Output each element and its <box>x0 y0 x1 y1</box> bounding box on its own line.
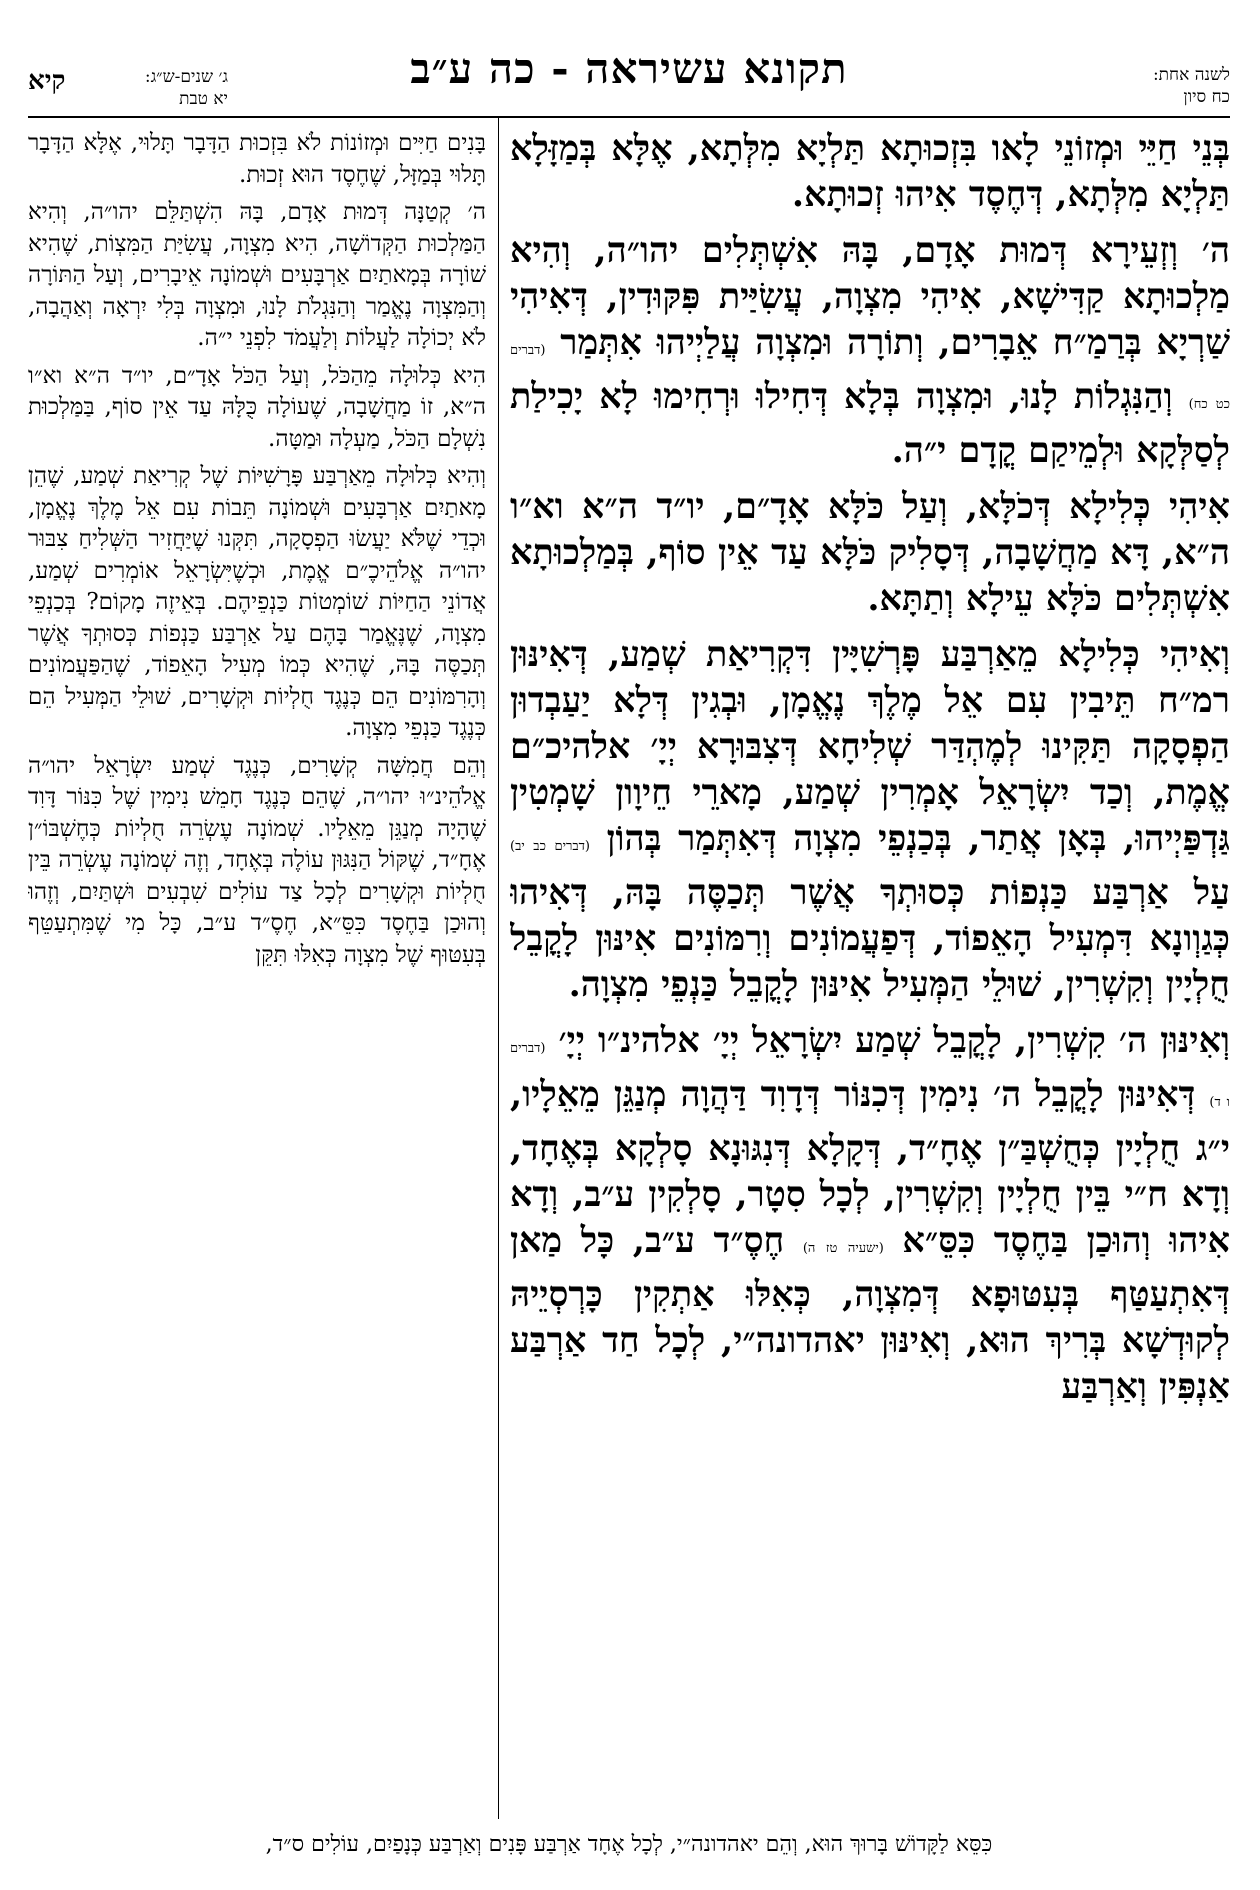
main-text-column <box>510 126 1230 1816</box>
main-p2-text-a: ה׳ וְזְעֵירָא דְּמוּת אָדָם, בָּהּ אִשְׁתְּלִים יהו״ה, וְהִיא מַלְכוּתָא קַדִּישָׁא, אִיהִי מִצְוָה, עֲשִׂיַּית פִּקּוּדִין, דְּאִיהִי שַׁרְיָא בְּרַמַ״ח אֵבָרִים, וְתוֹרָה וּמִצְוָה עֲלַיְיהוּ אִתְּמַר <box>510 230 1230 363</box>
verse-reference: (דברים ו ד) <box>510 1041 1230 1110</box>
main-p5-text-a: וְאִינּוּן ה׳ קִשְׁרִין, לָקֳבֵל שְׁמַע יִשְׂרָאֵל יְיָ׳ אלהינ״ו יְיָ׳ <box>558 1020 1230 1061</box>
main-p4-text-b: עַל אַרְבַּע כַּנְפוֹת כְּסוּתְךָ אֲשֶׁר תְּכַסֶּה בָּהּ, דְּאִיהוּ כְּגַוְונָא דִּמְעִיל הָאֵפוֹד, דְּפַעֲמוֹנִים וְרִמּוֹנִים אִינּוּן לָקֳבֵל חֻלְיָין וְקִשְׁרִין, שׁוּלֵי הַמְּעִיל אִינּוּן לָקֳבֵל כַּנְפֵי מִצְוָה. <box>510 872 1230 1005</box>
one-year-label: לשנה אחת: <box>1152 65 1230 85</box>
main-paragraph-4 <box>510 632 1230 1008</box>
page <box>28 30 1230 1865</box>
footer-continuation-line: כִּסֵּא לַקָּדוֹשׁ בָּרוּךְ הוּא, וְהֵם יאהדונה״י, לְכָל אֶחָד אַרְבַּע פָּנִים וְאַרְבַּע כְּנָפַיִם, עוֹלִים ס״ד, <box>265 1832 993 1857</box>
three-year-label: ג׳ שנים-ש״ג: <box>144 67 228 87</box>
commentary-paragraph-3: הִיא כְּלוּלָה מֵהַכֹּל, וְעַל הַכֹּל אָדָ״ם, יו״ד ה״א וא״ו ה״א, זוֹ מַחֲשָׁבָה, שֶׁעוֹלָה כֻּלָּהּ עַד אֵין סוֹף, בַּמַּלְכוּת נִשְׁלָם הַכֹּל, מַעְלָה וּמַטָּה. <box>28 362 486 452</box>
main-p2-text-b: וְהַנִּגְלוֹת לָנוּ, וּמִצְוָה בְּלָא דְּחִילוּ וּרְחִימוּ לָא יָכִילַת לְסַלְּקָא וּלְמֵיקַם קֳדָם י״ה. <box>510 376 1230 471</box>
column-divider <box>498 118 499 1819</box>
verse-reference: (דברים כב יב) <box>510 839 590 854</box>
three-year-schedule-dates <box>145 66 228 110</box>
commentary-paragraph-5: וְהֵם חֲמִשָּׁה קְשָׁרִים, כְּנֶגֶד שְׁמַע יִשְׂרָאֵל יהו״ה אֱלֹהֵינ״וּ יהו״ה, שֶׁהֵם כְּנֶגֶד חָמֵשׁ נִימִין שֶׁל כִּנּוֹר דָּוִד שֶׁהָיָה מְנַגֵּן מֵאֵלָיו. שְׁמוֹנָה עֶשְׂרֵה חֻלְיוֹת כְּחֶשְׁבּוֹ״ן אֶחָ״ד, שֶׁקּוֹל הַנִּגּוּן עוֹלֶה בְּאֶחָד, וְזֶה שְׁמוֹנָה עֶשְׂרֵה בֵּין חֻלְיוֹת וּקְשָׁרִים לְכָל צַד עוֹלִים שִׁבְעִים וּשְׁתַּיִם, וְזֶהוּ וְהוּכַן בַּחֶסֶד כִּסֵּ״א, חֶסֶ״ד ע״ב, כָּל מִי שֶׁמִּתְעַטֵּף בְּעִטּוּף שֶׁל מִצְוָה כְּאִלּוּ תִּקֵּן <box>28 752 486 968</box>
main-paragraph-3 <box>510 484 1230 622</box>
one-year-date: כח סיון <box>1183 87 1230 107</box>
main-p5-text-c: חֶסֶ״ד ע״ב, כָּל מַאן דְּאִתְעַטַּף בְּעִטּוּפָא דְּמִצְוָה, כְּאִלּוּ אַתְקִין כָּרְסְיֵיהּ לְקוּדְשָׁא בְּרִיךְ הוּא, וְאִינּוּן יאהדונה״י, לְכָל חַד אַרְבַּע אַנְפִּין וְאַרְבַּע <box>510 1220 1230 1407</box>
header-three-year-schedule <box>28 66 228 114</box>
main-paragraph-5 <box>510 1018 1230 1410</box>
translation-column <box>28 128 486 1818</box>
verse-reference: (דברים כט כח) <box>510 343 1230 412</box>
main-p5-text-b: דְּאִינּוּן לָקֳבֵל ה׳ נִימִין דְּכִנּוֹר דְּדָוִד דַּהֲוָה מְנַגֵּן מֵאֵלָיו, י״ג חֻלְיָין כְּחֻשְׁבַּ״ן אֶחָ״ד, דְּקָלָא דְּנִגּוּנָא סָלְקָא בְּאֶחָד, וְדָא ח״י בֵּין חֻלְיָין וְקִשְׁרִין, לְכָל סִטָר, סָלְקִין ע״ב, וְדָא אִיהוּ וְהוּכַן בַּחֶסֶד כִּסֵּ״א <box>510 1074 1230 1261</box>
commentary-paragraph-2: ה׳ קְטַנָּה דְּמוּת אָדָם, בָּהּ הִשְׁתַּלֵּם יהו״ה, וְהִיא הַמַּלְכוּת הַקְּדוֹשָׁה, הִיא מִצְוָה, עֲשִׂיַּת הַמִּצְוֹת, שֶׁהִיא שׁוֹרָה בְּמָאתַיִם אַרְבָּעִים וּשְׁמוֹנָה אֵיבָרִים, וְעַל הַתּוֹרָה וְהַמִּצְוָה נֶאֱמַר וְהַנִּגְלֹת לָנוּ, וּמִצְוָה בְּלִי יִרְאָה וְאַהֲבָה, לֹא יְכוֹלָה לַעֲלוֹת וְלַעֲמֹד לִפְנֵי י״ה. <box>28 199 486 351</box>
page-title: תקונא עשיראה - כה ע״ב <box>410 44 848 93</box>
main-p1-text: בְּנֵי חַיֵּי וּמְזוֹנֵי לָאו בִּזְכוּתָא תַּלְיָא מִלְּתָא, אֶלָּא בְּמַזָּלָא תַּלְיָא מִלְּתָא, דְּחֶסֶד אִיהוּ זְכוּתָא. <box>510 128 1230 215</box>
main-p4-text-a: וְאִיהִי כְּלִילָא מֵאַרְבַּע פָּרְשִׁיָּין דִּקְרִיאַת שְׁמַע, דְּאִינּוּן רמ״ח תֵּיבִין עִם אֵל מֶלֶךְ נֶאֱמָן, וּבְגִין דְּלָא יַעַבְדוּן הַפְסָקָה תַּקִּינוּ לְמֶהְדַּר שְׁלִיחָא דְּצִבּוּרָא יְיָ׳ אלהיכ״ם אֱמֶת, וְכַד יִשְׂרָאֵל אָמְרִין שְׁמַע, מָארֵי חֵיוָון שָׁמְטִין גַּדְפַּיְיהוּ, בְּאָן אֲתַר, בְּכַנְפֵי מִצְוָה דְּאִתְּמַר בְּהוֹן <box>510 634 1230 859</box>
main-paragraph-1 <box>510 126 1230 218</box>
verse-reference: (ישעיה טז ה) <box>802 1241 884 1256</box>
page-number: קיא <box>28 66 66 96</box>
main-p3-text: אִיהִי כְּלִילָא דְּכֹלָּא, וְעַל כֹּלָּא אָדָ״ם, יו״ד ה״א וא״ו ה״א, דָּא מַחֲשָׁבָה, דְּסָלִיק כֹּלָּא עַד אֵין סוֹף, בְּמַלְכוּתָא אִשְׁתְּלִים כֹּלָּא עֵילָא וְתַתָּא. <box>510 486 1230 619</box>
commentary-paragraph-4: וְהִיא כְּלוּלָה מֵאַרְבַּע פָּרָשִׁיּוֹת שֶׁל קְרִיאַת שְׁמַע, שֶׁהֵן מָאתַיִם אַרְבָּעִים וּשְׁמוֹנָה תֵּבוֹת עִם אֵל מֶלֶךְ נֶאֱמָן, וּכְדֵי שֶׁלֹּא יַעֲשׂוּ הַפְסָקָה, תִּקְּנוּ שֶׁיַּחֲזִיר הַשְּׁלִיחַ צִבּוּר יהו״ה אֱלֹהֵיכֶ״ם אֱמֶת, וּכְשֶׁיִּשְׂרָאֵל אוֹמְרִים שְׁמַע, אֲדוֹנֵי הַחַיּוֹת שׁוֹמְטוֹת כַּנְפֵיהֶם. בְּאֵיזֶה מָקוֹם? בְּכַנְפֵי מִצְוָה, שֶׁנֶּאֱמַר בָּהֶם עַל אַרְבַּע כַּנְפוֹת כְּסוּתְךָ אֲשֶׁר תְּכַסֶּה בָּהּ, שֶׁהִיא כְּמוֹ מְעִיל הָאֵפוֹד, שֶׁהַפַּעֲמוֹנִים וְהָרִמּוֹנִים הֵם כְּנֶגֶד חֻלְיוֹת וּקְשָׁרִים, שׁוּלֵי הַמְּעִיל הֵם כְּנֶגֶד כַּנְפֵי מִצְוָה. <box>28 463 486 741</box>
page-header <box>28 30 1230 114</box>
main-paragraph-2 <box>510 228 1230 474</box>
header-rule <box>28 116 1230 118</box>
commentary-paragraph-1: בָּנִים חַיִּים וּמְזוֹנוֹת לֹא בִּזְכוּת הַדָּבָר תָּלוּי, אֶלָּא הַדָּבָר תָּלוּי בְּמַזָּל, שֶׁחֶסֶד הוּא זְכוּת. <box>28 130 486 188</box>
three-year-date: יא טבת <box>179 89 228 109</box>
